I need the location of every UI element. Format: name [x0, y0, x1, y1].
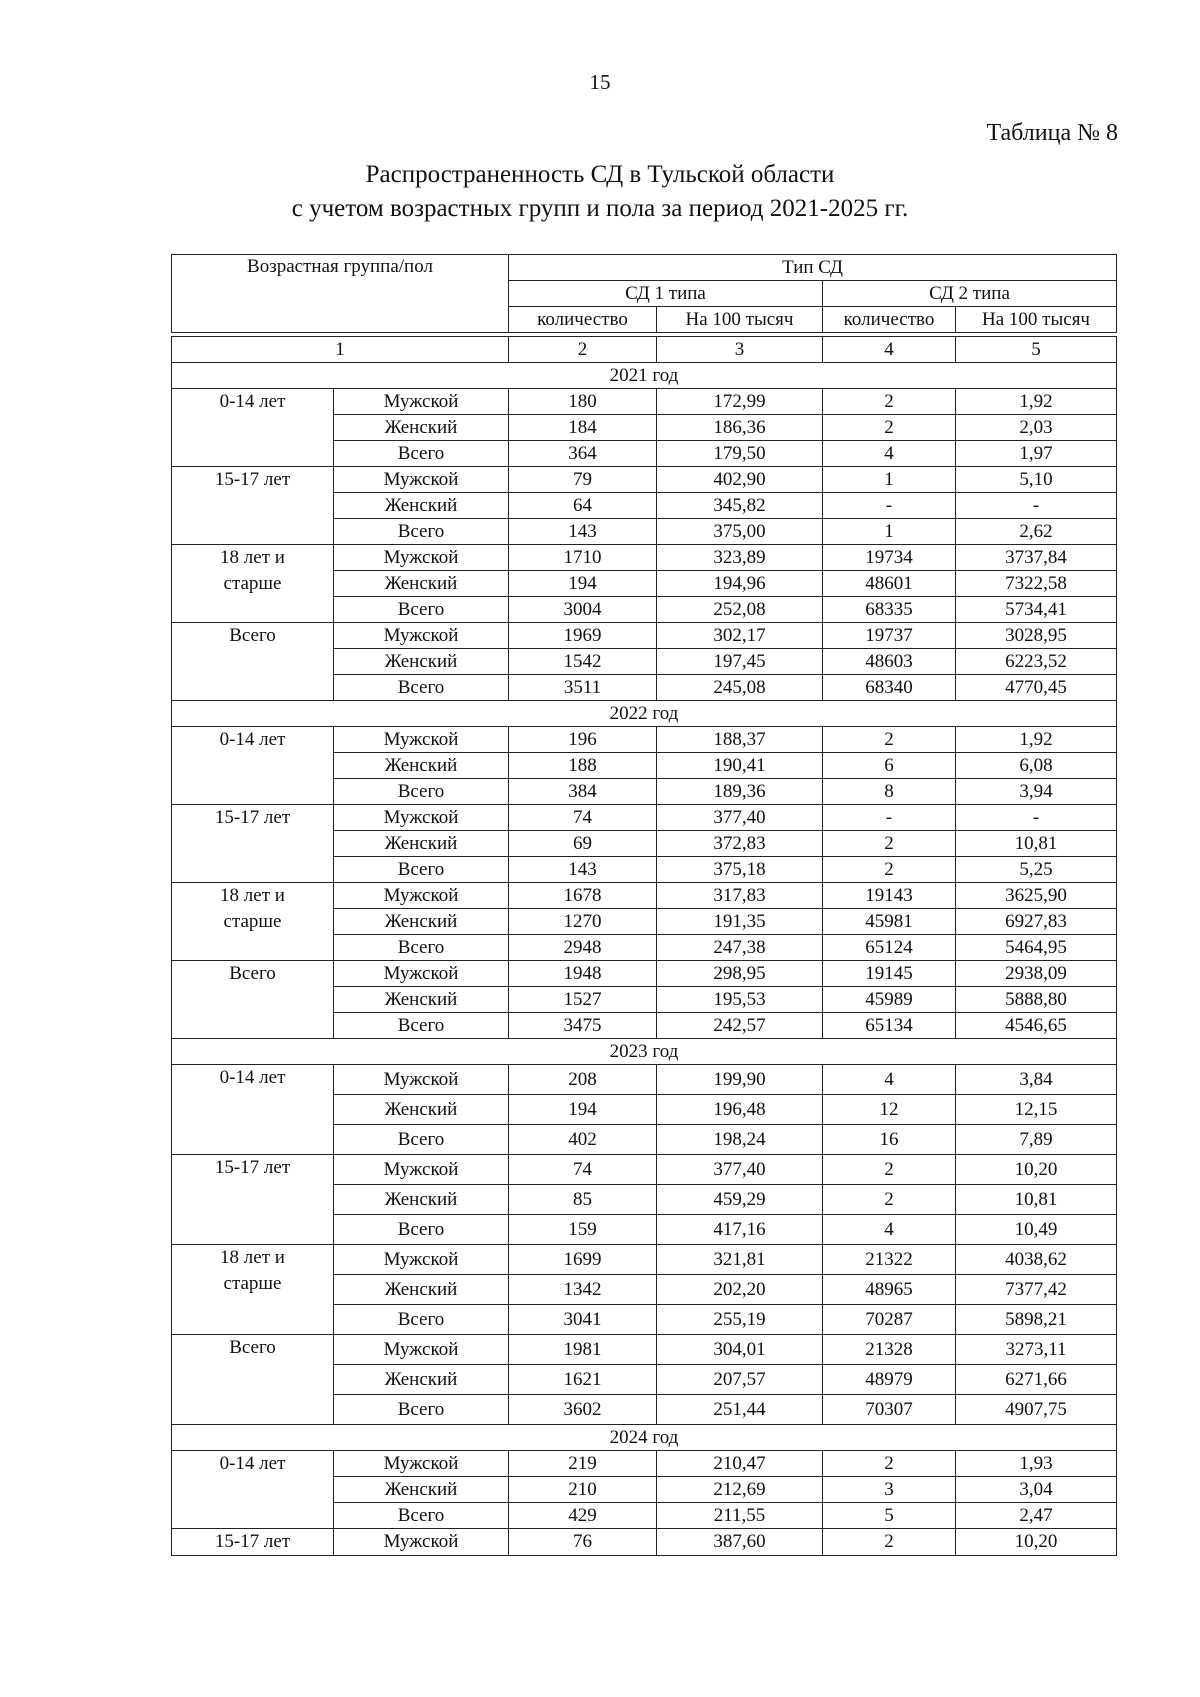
- type2-count-cell: 65124: [823, 935, 956, 961]
- age-group-cell: [172, 1065, 334, 1155]
- type1-count-cell: 1969: [509, 623, 657, 649]
- type2-rate-cell: 4907,75: [956, 1395, 1117, 1425]
- type2-rate-cell: 3625,90: [956, 883, 1117, 909]
- type2-rate-cell: 5898,21: [956, 1305, 1117, 1335]
- sex-cell: Всего: [334, 1013, 509, 1039]
- type1-rate-cell: 210,47: [657, 1451, 823, 1477]
- type2-rate-cell: 10,49: [956, 1215, 1117, 1245]
- type2-count-cell: 70287: [823, 1305, 956, 1335]
- year-label: 2023 год: [172, 1039, 1117, 1065]
- sex-cell: Мужской: [334, 805, 509, 831]
- age-group-label: 0-14 лет: [219, 391, 286, 412]
- type2-count-cell: 2: [823, 1155, 956, 1185]
- type1-count-cell: 196: [509, 727, 657, 753]
- column-number: 5: [956, 337, 1117, 363]
- type2-count-cell: 2: [823, 1529, 956, 1556]
- table-row: [172, 1065, 1117, 1095]
- type2-count-cell: 45981: [823, 909, 956, 935]
- sex-cell: Всего: [334, 1215, 509, 1245]
- year-row: [172, 1425, 1117, 1451]
- sex-cell: Женский: [334, 1275, 509, 1305]
- type1-rate-cell: 255,19: [657, 1305, 823, 1335]
- title-line: Распространенность СД в Тульской области: [365, 161, 835, 188]
- age-group-label: старше: [223, 911, 282, 932]
- type1-rate-cell: 251,44: [657, 1395, 823, 1425]
- type2-count-cell: 4: [823, 1065, 956, 1095]
- type1-rate-cell: 321,81: [657, 1245, 823, 1275]
- type2-rate-cell: 5,10: [956, 467, 1117, 493]
- type2-count-cell: 16: [823, 1125, 956, 1155]
- type1-rate-cell: 242,57: [657, 1013, 823, 1039]
- type2-rate-cell: 7,89: [956, 1125, 1117, 1155]
- type1-count-cell: 1527: [509, 987, 657, 1013]
- type1-rate-cell: 186,36: [657, 415, 823, 441]
- sex-cell: Женский: [334, 831, 509, 857]
- type2-count-cell: 2: [823, 389, 956, 415]
- type2-rate-cell: 1,97: [956, 441, 1117, 467]
- sex-cell: Мужской: [334, 389, 509, 415]
- header-rate-type2: На 100 тысяч: [956, 307, 1117, 333]
- age-group-label: Всего: [229, 1337, 276, 1358]
- type1-rate-cell: 377,40: [657, 805, 823, 831]
- age-group-cell: [172, 727, 334, 805]
- type1-count-cell: 1948: [509, 961, 657, 987]
- year-row: [172, 701, 1117, 727]
- type1-rate-cell: 197,45: [657, 649, 823, 675]
- type2-count-cell: 2: [823, 1451, 956, 1477]
- type1-rate-cell: 323,89: [657, 545, 823, 571]
- type2-rate-cell: 5464,95: [956, 935, 1117, 961]
- type2-rate-cell: 6927,83: [956, 909, 1117, 935]
- type2-count-cell: 48979: [823, 1365, 956, 1395]
- sex-cell: Женский: [334, 649, 509, 675]
- age-group-label: 15-17 лет: [214, 1531, 291, 1552]
- type2-count-cell: 3: [823, 1477, 956, 1503]
- type1-rate-cell: 211,55: [657, 1503, 823, 1529]
- type1-count-cell: 180: [509, 389, 657, 415]
- type1-count-cell: 208: [509, 1065, 657, 1095]
- age-group-cell: [172, 623, 334, 701]
- type1-rate-cell: 459,29: [657, 1185, 823, 1215]
- type1-rate-cell: 198,24: [657, 1125, 823, 1155]
- type2-rate-cell: 6,08: [956, 753, 1117, 779]
- table-label: Таблица № 8: [986, 120, 1118, 146]
- sex-cell: Всего: [334, 519, 509, 545]
- type1-rate-cell: 202,20: [657, 1275, 823, 1305]
- type1-rate-cell: 207,57: [657, 1365, 823, 1395]
- type1-count-cell: 3602: [509, 1395, 657, 1425]
- type2-count-cell: 6: [823, 753, 956, 779]
- type2-rate-cell: 3,04: [956, 1477, 1117, 1503]
- sex-cell: Мужской: [334, 1245, 509, 1275]
- type1-count-cell: 384: [509, 779, 657, 805]
- type1-count-cell: 74: [509, 805, 657, 831]
- type2-rate-cell: 2938,09: [956, 961, 1117, 987]
- type2-count-cell: 68340: [823, 675, 956, 701]
- type2-count-cell: 5: [823, 1503, 956, 1529]
- type2-count-cell: -: [823, 805, 956, 831]
- sex-cell: Мужской: [334, 623, 509, 649]
- sex-cell: Всего: [334, 1305, 509, 1335]
- type2-rate-cell: 3,94: [956, 779, 1117, 805]
- type2-rate-cell: 2,47: [956, 1503, 1117, 1529]
- table-row: [172, 883, 1117, 909]
- type1-rate-cell: 304,01: [657, 1335, 823, 1365]
- type1-rate-cell: 195,53: [657, 987, 823, 1013]
- type2-rate-cell: 4038,62: [956, 1245, 1117, 1275]
- prevalence-table: [171, 254, 1117, 1556]
- sex-cell: Мужской: [334, 1155, 509, 1185]
- sex-cell: Женский: [334, 1185, 509, 1215]
- sex-cell: Всего: [334, 441, 509, 467]
- type2-rate-cell: 5888,80: [956, 987, 1117, 1013]
- type1-rate-cell: 212,69: [657, 1477, 823, 1503]
- table-row: [172, 1529, 1117, 1556]
- type2-rate-cell: 3,84: [956, 1065, 1117, 1095]
- type1-count-cell: 1710: [509, 545, 657, 571]
- type2-count-cell: 2: [823, 831, 956, 857]
- table-row: [172, 467, 1117, 493]
- header-type1: СД 1 типа: [509, 281, 823, 307]
- type2-count-cell: 8: [823, 779, 956, 805]
- sex-cell: Всего: [334, 857, 509, 883]
- type1-rate-cell: 188,37: [657, 727, 823, 753]
- sex-cell: Женский: [334, 1095, 509, 1125]
- type1-rate-cell: 199,90: [657, 1065, 823, 1095]
- type2-rate-cell: 10,81: [956, 1185, 1117, 1215]
- sex-cell: Мужской: [334, 1065, 509, 1095]
- table-row: [172, 545, 1117, 571]
- type1-rate-cell: 191,35: [657, 909, 823, 935]
- type1-count-cell: 1342: [509, 1275, 657, 1305]
- type1-rate-cell: 317,83: [657, 883, 823, 909]
- header-type2: СД 2 типа: [823, 281, 1117, 307]
- age-group-cell: [172, 805, 334, 883]
- type1-count-cell: 69: [509, 831, 657, 857]
- sex-cell: Всего: [334, 935, 509, 961]
- type1-rate-cell: 247,38: [657, 935, 823, 961]
- type1-count-cell: 1621: [509, 1365, 657, 1395]
- age-group-cell: [172, 1335, 334, 1425]
- age-group-cell: [172, 389, 334, 467]
- type2-rate-cell: 2,03: [956, 415, 1117, 441]
- age-group-label: 18 лет и: [220, 547, 285, 568]
- type2-count-cell: 21328: [823, 1335, 956, 1365]
- type1-count-cell: 143: [509, 857, 657, 883]
- type2-rate-cell: 10,20: [956, 1155, 1117, 1185]
- type1-rate-cell: 377,40: [657, 1155, 823, 1185]
- type1-count-cell: 2948: [509, 935, 657, 961]
- age-group-label: Всего: [229, 625, 276, 646]
- type1-count-cell: 64: [509, 493, 657, 519]
- table-row: [172, 623, 1117, 649]
- type1-count-cell: 159: [509, 1215, 657, 1245]
- type1-count-cell: 1270: [509, 909, 657, 935]
- type2-rate-cell: 7322,58: [956, 571, 1117, 597]
- column-number: 3: [657, 337, 823, 363]
- age-group-cell: [172, 467, 334, 545]
- type1-count-cell: 194: [509, 571, 657, 597]
- type2-count-cell: 12: [823, 1095, 956, 1125]
- type1-rate-cell: 387,60: [657, 1529, 823, 1556]
- type2-rate-cell: 3273,11: [956, 1335, 1117, 1365]
- type2-rate-cell: -: [956, 493, 1117, 519]
- sex-cell: Женский: [334, 909, 509, 935]
- type1-count-cell: 364: [509, 441, 657, 467]
- sex-cell: Мужской: [334, 883, 509, 909]
- type1-rate-cell: 298,95: [657, 961, 823, 987]
- type1-count-cell: 219: [509, 1451, 657, 1477]
- age-group-cell: [172, 1245, 334, 1335]
- type1-rate-cell: 179,50: [657, 441, 823, 467]
- header-rate-type1: На 100 тысяч: [657, 307, 823, 333]
- sex-cell: Женский: [334, 1365, 509, 1395]
- age-group-label: 15-17 лет: [214, 807, 291, 828]
- age-group-cell: [172, 883, 334, 961]
- sex-cell: Всего: [334, 779, 509, 805]
- type2-count-cell: 21322: [823, 1245, 956, 1275]
- sex-cell: Мужской: [334, 1529, 509, 1556]
- type2-count-cell: 19143: [823, 883, 956, 909]
- age-group-label: 18 лет и: [220, 885, 285, 906]
- table-row: [172, 961, 1117, 987]
- column-number: 1: [172, 337, 509, 363]
- title-line: с учетом возрастных групп и пола за период 2021-2025 гг.: [291, 195, 909, 222]
- type1-count-cell: 1981: [509, 1335, 657, 1365]
- sex-cell: Мужской: [334, 1335, 509, 1365]
- age-group-cell: [172, 545, 334, 623]
- type1-rate-cell: 402,90: [657, 467, 823, 493]
- type1-count-cell: 188: [509, 753, 657, 779]
- sex-cell: Женский: [334, 1477, 509, 1503]
- sex-cell: Мужской: [334, 545, 509, 571]
- type2-count-cell: 45989: [823, 987, 956, 1013]
- type1-rate-cell: 190,41: [657, 753, 823, 779]
- table-row: [172, 1451, 1117, 1477]
- year-label: 2021 год: [172, 363, 1117, 389]
- type2-count-cell: 1: [823, 467, 956, 493]
- type2-rate-cell: 4770,45: [956, 675, 1117, 701]
- age-group-label: 0-14 лет: [219, 1453, 286, 1474]
- type2-count-cell: 68335: [823, 597, 956, 623]
- age-group-cell: [172, 1529, 334, 1556]
- type2-rate-cell: 1,92: [956, 727, 1117, 753]
- type1-count-cell: 1699: [509, 1245, 657, 1275]
- type1-count-cell: 402: [509, 1125, 657, 1155]
- type2-rate-cell: 4546,65: [956, 1013, 1117, 1039]
- type1-count-cell: 74: [509, 1155, 657, 1185]
- column-number: 2: [509, 337, 657, 363]
- type1-rate-cell: 194,96: [657, 571, 823, 597]
- header-diabetes-type: Тип СД: [509, 255, 1117, 281]
- column-number: 4: [823, 337, 956, 363]
- type2-rate-cell: 6223,52: [956, 649, 1117, 675]
- sex-cell: Женский: [334, 753, 509, 779]
- sex-cell: Мужской: [334, 467, 509, 493]
- age-group-label: старше: [223, 1273, 282, 1294]
- type2-count-cell: 2: [823, 415, 956, 441]
- type1-count-cell: 184: [509, 415, 657, 441]
- type2-rate-cell: 7377,42: [956, 1275, 1117, 1305]
- sex-cell: Мужской: [334, 961, 509, 987]
- sex-cell: Мужской: [334, 1451, 509, 1477]
- table-row: [172, 1155, 1117, 1185]
- header-count-type2: количество: [823, 307, 956, 333]
- type1-count-cell: 79: [509, 467, 657, 493]
- type1-count-cell: 85: [509, 1185, 657, 1215]
- type1-count-cell: 210: [509, 1477, 657, 1503]
- age-group-label: 15-17 лет: [214, 1157, 291, 1178]
- type1-rate-cell: 417,16: [657, 1215, 823, 1245]
- type2-count-cell: 48601: [823, 571, 956, 597]
- age-group-cell: [172, 961, 334, 1039]
- table-row: [172, 389, 1117, 415]
- type2-count-cell: 19737: [823, 623, 956, 649]
- type2-rate-cell: 6271,66: [956, 1365, 1117, 1395]
- age-group-label: 0-14 лет: [219, 729, 286, 750]
- type1-count-cell: 3475: [509, 1013, 657, 1039]
- type1-count-cell: 429: [509, 1503, 657, 1529]
- age-group-label: 0-14 лет: [219, 1067, 286, 1088]
- type2-count-cell: 65134: [823, 1013, 956, 1039]
- type1-rate-cell: 302,17: [657, 623, 823, 649]
- document-title: [0, 158, 1200, 226]
- type2-rate-cell: 3737,84: [956, 545, 1117, 571]
- type2-rate-cell: 12,15: [956, 1095, 1117, 1125]
- header-count-type1: количество: [509, 307, 657, 333]
- age-group-label: Всего: [229, 963, 276, 984]
- type2-count-cell: 4: [823, 441, 956, 467]
- type1-count-cell: 1542: [509, 649, 657, 675]
- type2-count-cell: -: [823, 493, 956, 519]
- year-label: 2022 год: [172, 701, 1117, 727]
- table-row: [172, 805, 1117, 831]
- type2-count-cell: 70307: [823, 1395, 956, 1425]
- sex-cell: Женский: [334, 493, 509, 519]
- table-row: [172, 1335, 1117, 1365]
- year-row: [172, 363, 1117, 389]
- type2-count-cell: 4: [823, 1215, 956, 1245]
- type2-count-cell: 19145: [823, 961, 956, 987]
- sex-cell: Всего: [334, 675, 509, 701]
- age-group-label: 18 лет и: [220, 1247, 285, 1268]
- type2-rate-cell: 5734,41: [956, 597, 1117, 623]
- sex-cell: Всего: [334, 1125, 509, 1155]
- type1-rate-cell: 372,83: [657, 831, 823, 857]
- sex-cell: Всего: [334, 1395, 509, 1425]
- sex-cell: Всего: [334, 1503, 509, 1529]
- type1-count-cell: 3004: [509, 597, 657, 623]
- age-group-label: 15-17 лет: [214, 469, 291, 490]
- type2-count-cell: 48603: [823, 649, 956, 675]
- type1-count-cell: 194: [509, 1095, 657, 1125]
- year-label: 2024 год: [172, 1425, 1117, 1451]
- table-row: [172, 727, 1117, 753]
- header-age-sex: Возрастная группа/пол: [172, 255, 509, 333]
- age-group-cell: [172, 1451, 334, 1529]
- age-group-cell: [172, 1155, 334, 1245]
- type1-count-cell: 3041: [509, 1305, 657, 1335]
- type1-rate-cell: 252,08: [657, 597, 823, 623]
- type1-rate-cell: 345,82: [657, 493, 823, 519]
- type2-rate-cell: 10,20: [956, 1529, 1117, 1556]
- type2-rate-cell: -: [956, 805, 1117, 831]
- sex-cell: Женский: [334, 571, 509, 597]
- sex-cell: Всего: [334, 597, 509, 623]
- type2-rate-cell: 3028,95: [956, 623, 1117, 649]
- type1-rate-cell: 172,99: [657, 389, 823, 415]
- page-number: 15: [589, 70, 611, 94]
- table-row: [172, 1245, 1117, 1275]
- type2-count-cell: 2: [823, 857, 956, 883]
- type1-count-cell: 76: [509, 1529, 657, 1556]
- type1-rate-cell: 245,08: [657, 675, 823, 701]
- age-group-label: старше: [223, 573, 282, 594]
- sex-cell: Женский: [334, 987, 509, 1013]
- type2-rate-cell: 1,93: [956, 1451, 1117, 1477]
- type2-rate-cell: 1,92: [956, 389, 1117, 415]
- sex-cell: Мужской: [334, 727, 509, 753]
- year-row: [172, 1039, 1117, 1065]
- type1-rate-cell: 196,48: [657, 1095, 823, 1125]
- type1-count-cell: 3511: [509, 675, 657, 701]
- type1-count-cell: 1678: [509, 883, 657, 909]
- type1-rate-cell: 375,00: [657, 519, 823, 545]
- type2-rate-cell: 10,81: [956, 831, 1117, 857]
- type2-count-cell: 1: [823, 519, 956, 545]
- type2-rate-cell: 5,25: [956, 857, 1117, 883]
- type2-rate-cell: 2,62: [956, 519, 1117, 545]
- type2-count-cell: 48965: [823, 1275, 956, 1305]
- sex-cell: Женский: [334, 415, 509, 441]
- type1-count-cell: 143: [509, 519, 657, 545]
- type2-count-cell: 19734: [823, 545, 956, 571]
- type2-count-cell: 2: [823, 1185, 956, 1215]
- type2-count-cell: 2: [823, 727, 956, 753]
- type1-rate-cell: 375,18: [657, 857, 823, 883]
- type1-rate-cell: 189,36: [657, 779, 823, 805]
- table-body: [172, 363, 1117, 1556]
